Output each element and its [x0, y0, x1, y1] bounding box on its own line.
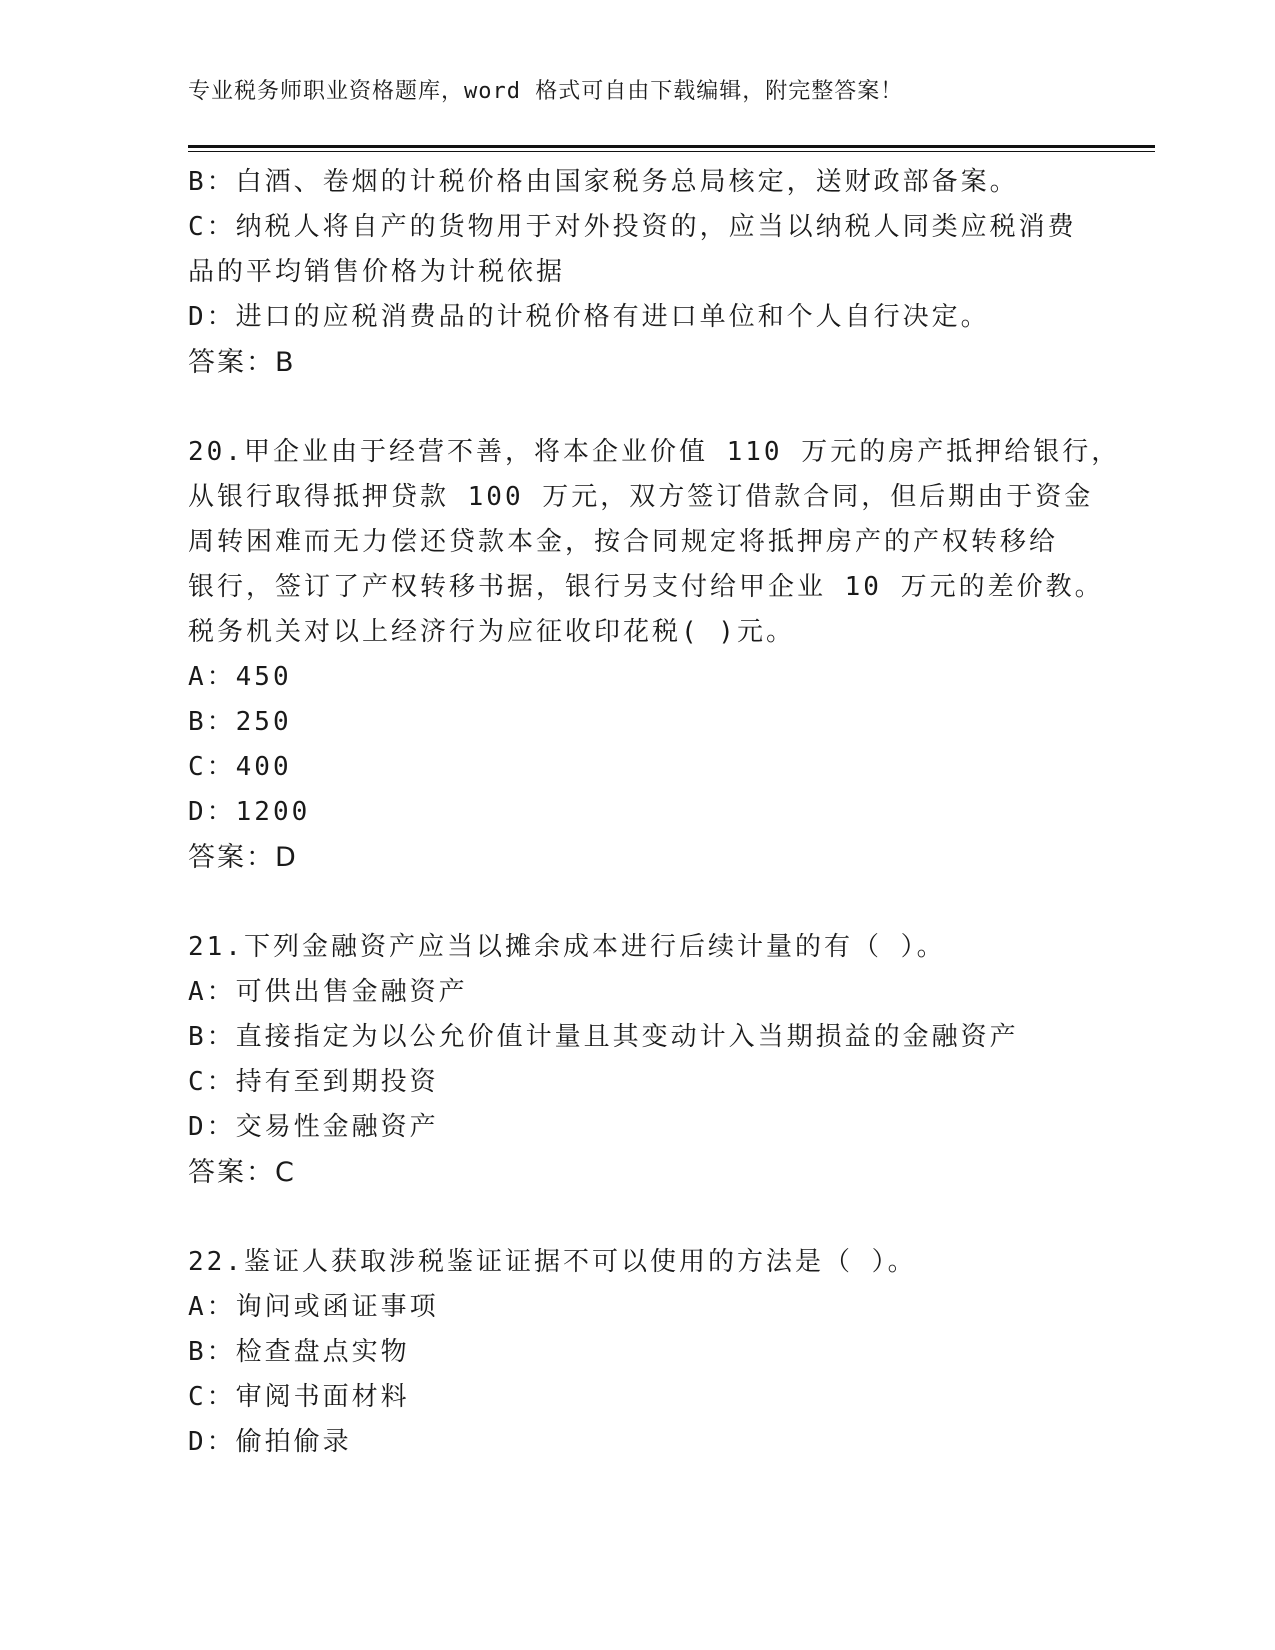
question-text: 周转困难而无力偿还贷款本金，按合同规定将抵押房产的产权转移给 [188, 527, 1059, 557]
option-d: D：1200 [188, 797, 311, 827]
option-b: B：直接指定为以公允价值计量且其变动计入当期损益的金融资产 [188, 1022, 1019, 1052]
question-text: 从银行取得抵押贷款 100 万元，双方签订借款合同，但后期由于资金 [188, 482, 1094, 512]
option-a: A：可供出售金融资产 [188, 977, 468, 1007]
question-text: 21.下列金融资产应当以摊余成本进行后续计量的有（ ）。 [188, 932, 946, 962]
question-text: 22.鉴证人获取涉税鉴证证据不可以使用的方法是（ ）。 [188, 1247, 917, 1277]
question-text: 税务机关对以上经济行为应征收印花税( )元。 [188, 617, 795, 647]
question-20 [188, 430, 1121, 880]
option-b: B：白酒、卷烟的计税价格由国家税务总局核定，送财政部备案。 [188, 167, 1019, 197]
header-rule-thick [188, 145, 1155, 148]
header-rule-thin [188, 151, 1155, 152]
option-a: A：询问或函证事项 [188, 1292, 439, 1322]
question-19-continuation [188, 160, 1078, 385]
option-c-continued: 品的平均销售价格为计税依据 [188, 257, 566, 287]
option-a: A：450 [188, 662, 292, 692]
option-c: C：纳税人将自产的货物用于对外投资的，应当以纳税人同类应税消费 [188, 212, 1077, 242]
option-c: C：持有至到期投资 [188, 1067, 439, 1097]
question-21 [188, 925, 1078, 1195]
option-d: D：偷拍偷录 [188, 1427, 352, 1457]
question-22 [188, 1240, 1078, 1465]
option-d: D：交易性金融资产 [188, 1112, 439, 1142]
option-c: C：审阅书面材料 [188, 1382, 410, 1412]
question-text: 银行，签订了产权转移书据，银行另支付给甲企业 10 万元的差价教。 [188, 572, 1104, 602]
answer: 答案：B [188, 347, 296, 378]
option-d: D：进口的应税消费品的计税价格有进口单位和个人自行决定。 [188, 302, 990, 332]
option-b: B：检查盘点实物 [188, 1337, 410, 1367]
question-text: 20.甲企业由于经营不善，将本企业价值 110 万元的房产抵押给银行， [188, 437, 1121, 467]
answer: 答案：D [188, 842, 298, 873]
document-header: 专业税务师职业资格题库，word 格式可自由下载编辑，附完整答案！ [188, 79, 904, 104]
option-c: C：400 [188, 752, 292, 782]
option-b: B：250 [188, 707, 292, 737]
answer: 答案：C [188, 1157, 296, 1188]
document-body [188, 160, 1121, 1465]
